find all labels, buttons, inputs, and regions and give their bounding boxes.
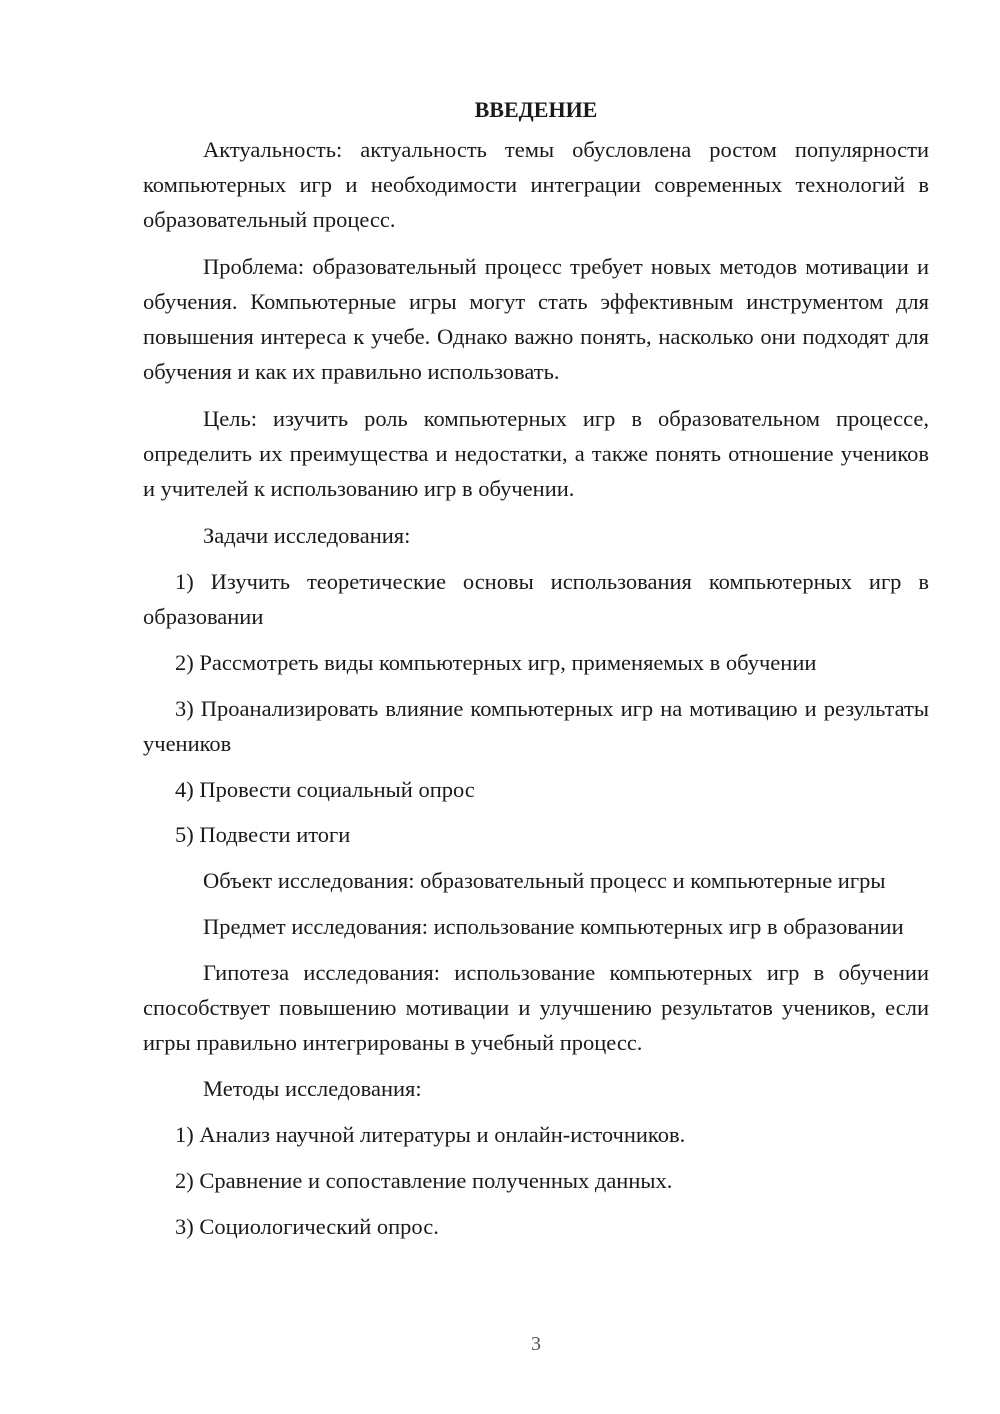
task-item: 3) Проанализировать влияние компьютерных игр на мотивацию и результаты учеников — [143, 696, 929, 756]
document-title: ВВЕДЕНИЕ — [474, 97, 598, 122]
method-item: 1) Анализ научной литературы и онлайн-источников. — [175, 1122, 686, 1147]
task-item: 2) Рассмотреть виды компьютерных игр, применяемых в обучении — [175, 650, 817, 675]
page-number: 3 — [531, 1333, 541, 1355]
research-hypothesis: Гипотеза исследования: использование компьютерных игр в обучении способствует повышению мотивации и улучшению результатов учеников, если игры правильно интегрированы в учебный процесс. — [143, 960, 929, 1055]
research-object: Объект исследования: образовательный процесс и компьютерные игры — [203, 868, 886, 893]
paragraph-problem: Проблема: образовательный процесс требует новых методов мотивации и обучения. Компьютерные игры могут стать эффективным инструментом для повышения интереса к учебе. Однако важно понять, насколько они подходят для обучения и как их правильно использовать. — [143, 254, 929, 384]
task-item: 4) Провести социальный опрос — [175, 777, 475, 802]
research-subject: Предмет исследования: использование компьютерных игр в образовании — [203, 914, 904, 939]
task-item: 5) Подвести итоги — [175, 822, 351, 847]
methods-heading: Методы исследования: — [203, 1076, 422, 1101]
task-item: 1) Изучить теоретические основы использования компьютерных игр в образовании — [143, 569, 929, 629]
method-item: 2) Сравнение и сопоставление полученных данных. — [175, 1168, 673, 1193]
paragraph-relevance: Актуальность: актуальность темы обусловлена ростом популярности компьютерных игр и необходимости интеграции современных технологий в образовательный процесс. — [143, 137, 929, 232]
method-item: 3) Социологический опрос. — [175, 1214, 439, 1239]
paragraph-goal: Цель: изучить роль компьютерных игр в образовательном процессе, определить их преимущества и недостатки, а также понять отношение учеников и учителей к использованию игр в обучении. — [143, 406, 929, 501]
tasks-heading: Задачи исследования: — [203, 523, 411, 548]
document-page — [143, 92, 929, 1244]
